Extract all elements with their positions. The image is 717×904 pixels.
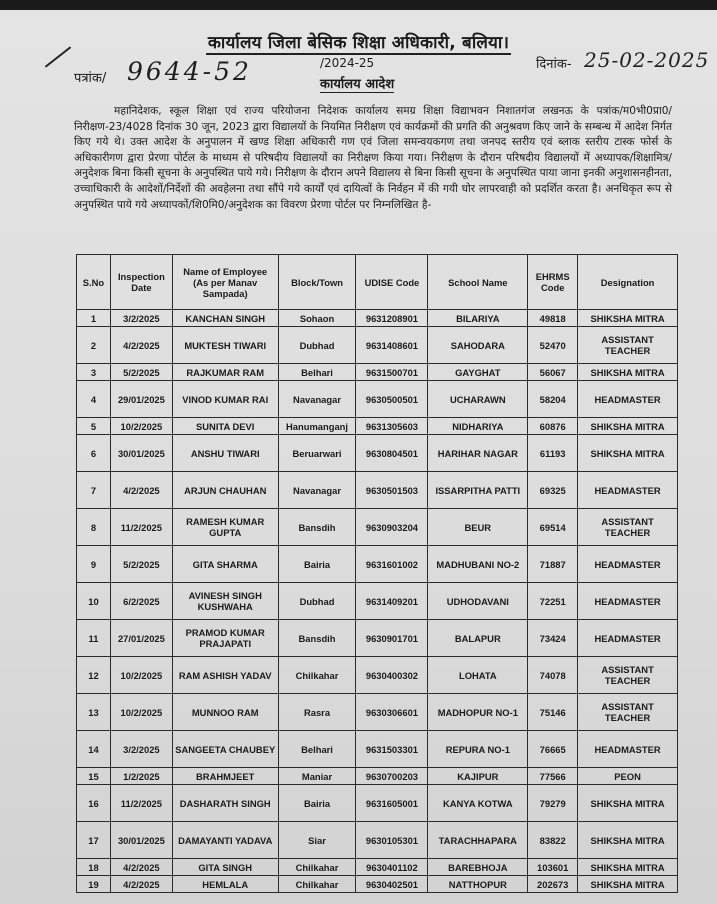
table-cell: 9631208901 (356, 310, 428, 327)
table-cell: 9630700203 (356, 768, 428, 785)
table-cell: 61193 (528, 435, 578, 472)
table-cell: MADHUBANI NO-2 (428, 546, 528, 583)
table-cell: ANSHU TIWARI (172, 435, 278, 472)
table-cell: 202673 (528, 876, 578, 893)
table-cell: 30/01/2025 (110, 435, 172, 472)
table-cell: 16 (77, 785, 111, 822)
table-cell: VINOD KUMAR RAI (172, 381, 278, 418)
table-cell: SHIKSHA MITRA (578, 859, 678, 876)
table-cell: DAMAYANTI YADAVA (172, 822, 278, 859)
table-cell: KANCHAN SINGH (172, 310, 278, 327)
table-cell: BILARIYA (428, 310, 528, 327)
table-cell: HEADMASTER (578, 583, 678, 620)
ref-number-handwritten: 9644-52 (127, 57, 252, 86)
table-row (77, 327, 678, 364)
table-cell: RAJKUMAR RAM (172, 364, 278, 381)
date-label: दिनांक- (536, 57, 572, 72)
table-cell: Chilkahar (278, 876, 356, 893)
table-cell: SHIKSHA MITRA (578, 418, 678, 435)
table-row (77, 381, 678, 418)
table-cell: Belhari (278, 731, 356, 768)
table-cell: ASSISTANT TEACHER (578, 509, 678, 546)
date-handwritten: 25-02-2025 (584, 48, 710, 72)
table-cell: GITA SHARMA (172, 546, 278, 583)
table-cell: RAMESH KUMAR GUPTA (172, 509, 278, 546)
table-cell: 10/2/2025 (110, 418, 172, 435)
table-cell: REPURA NO-1 (428, 731, 528, 768)
table-cell: Navanagar (278, 381, 356, 418)
table-cell: 9631605001 (356, 785, 428, 822)
table-cell: Siar (278, 822, 356, 859)
table-cell: MUNNOO RAM (172, 694, 278, 731)
document-page (0, 10, 717, 904)
table-cell: 14 (77, 731, 111, 768)
table-cell: 5 (77, 418, 111, 435)
table-row (77, 768, 678, 785)
table-cell: BAREBHOJA (428, 859, 528, 876)
table-cell: 3 (77, 364, 111, 381)
table-cell: UDHODAVANI (428, 583, 528, 620)
table-cell: 29/01/2025 (110, 381, 172, 418)
table-cell: UCHARAWN (428, 381, 528, 418)
table-cell: Belhari (278, 364, 356, 381)
table-cell: 10/2/2025 (110, 694, 172, 731)
table-cell: 9631601002 (356, 546, 428, 583)
table-cell: GAYGHAT (428, 364, 528, 381)
table-cell: Sohaon (278, 310, 356, 327)
table-cell: 12 (77, 657, 111, 694)
table-cell: Bansdih (278, 509, 356, 546)
table-cell: 9631503301 (356, 731, 428, 768)
table-cell: 74078 (528, 657, 578, 694)
table-row (77, 435, 678, 472)
table-cell: 5/2/2025 (110, 364, 172, 381)
table-cell: 11/2/2025 (110, 785, 172, 822)
table-cell: 17 (77, 822, 111, 859)
table-cell: 9630500501 (356, 381, 428, 418)
table-cell: Beruarwari (278, 435, 356, 472)
column-header: S.No (77, 255, 111, 310)
order-paragraph: महानिदेशक, स्कूल शिक्षा एवं राज्य परियोजना निदेशक कार्यालय समग्र शिक्षा विद्याभवन निशातगंज लखनऊ के पत्रांक/म0भी0प्रा0/निरीक्षण-23/4028 दिनांक 30 जून, 2023 द्वारा विद्यालयों के नियमित निरीक्षण एवं कार्यक्रमों की प्रगति की अनुश्रवण किए जाने के सम्बन्ध में आदेश निर्गत किए गये थे। उक्त आदेश के अनुपालन में खण्ड शिक्षा अधिकारी गण एवं जिला समन्वयकगण तथा जनपद स्तरीय एवं ब्लाक स्तरीय टास्क फोर्स के अधिकारीगण द्वारा प्रेरणा पोर्टल के माध्यम से परिषदीय विद्यालयों का निरीक्षण किया गया। निरीक्षण के दौरान परिषदीय विद्यालयों में अध्यापक/शिक्षामित्र/अनुदेशक बिना किसी सूचना के अनुपस्थित पाये गये। निरीक्षण के दौरान अपने विद्यालय से बिना किसी सूचना के अनुपस्थित पाया जाना इनकी अनुशासनहीनता, उच्चाधिकारी के आदेशों/निर्देशों की अवहेलना तथा सौंपे गये कार्यों एवं दायित्वों के निर्वहन में की गयी घोर लापरवाही को प्रदर्शित करता है। अनधिकृत रूप से अनुपस्थित पाये गये अध्यापकों/शि0मि0/अनुदेशक का विवरण प्रेरणा पोर्टल पर निम्नलिखित है- (74, 105, 672, 211)
column-header: Block/Town (278, 255, 356, 310)
table-row (77, 509, 678, 546)
table-cell: Chilkahar (278, 859, 356, 876)
table-cell: ASSISTANT TEACHER (578, 694, 678, 731)
table-cell: 75146 (528, 694, 578, 731)
table-cell: 56067 (528, 364, 578, 381)
table-cell: 1/2/2025 (110, 768, 172, 785)
table-cell: SHIKSHA MITRA (578, 785, 678, 822)
table-cell: 9630306601 (356, 694, 428, 731)
table-cell: KANYA KOTWA (428, 785, 528, 822)
table-cell: 9631409201 (356, 583, 428, 620)
table-cell: Maniar (278, 768, 356, 785)
table-cell: 27/01/2025 (110, 620, 172, 657)
table-row (77, 859, 678, 876)
table-cell: HEADMASTER (578, 620, 678, 657)
absent-employees-table (76, 254, 678, 893)
table-cell: NATTHOPUR (428, 876, 528, 893)
table-cell: HARIHAR NAGAR (428, 435, 528, 472)
table-cell: 9631500701 (356, 364, 428, 381)
table-row (77, 620, 678, 657)
table-cell: ASSISTANT TEACHER (578, 327, 678, 364)
table-row (77, 364, 678, 381)
order-title: कार्यालय आदेश (320, 74, 394, 93)
table-cell: 30/01/2025 (110, 822, 172, 859)
table-cell: 9630105301 (356, 822, 428, 859)
column-header: Name of Employee (As per Manav Sampada) (172, 255, 278, 310)
table-cell: 9630401102 (356, 859, 428, 876)
table-cell: 9630804501 (356, 435, 428, 472)
table-cell: ISSARPITHA PATTI (428, 472, 528, 509)
table-row (77, 472, 678, 509)
table-cell: ASSISTANT TEACHER (578, 657, 678, 694)
table-row (77, 310, 678, 327)
table-cell: Bansdih (278, 620, 356, 657)
table-cell: 8 (77, 509, 111, 546)
ref-label: पत्रांक/ (74, 71, 107, 86)
table-cell: MADHOPUR NO-1 (428, 694, 528, 731)
table-cell: HEMLALA (172, 876, 278, 893)
table-cell: 72251 (528, 583, 578, 620)
table-cell: Navanagar (278, 472, 356, 509)
table-cell: 10 (77, 583, 111, 620)
session-year: /2024-25 (320, 56, 375, 70)
table-cell: 4/2/2025 (110, 327, 172, 364)
table-cell: 49818 (528, 310, 578, 327)
table-cell: BEUR (428, 509, 528, 546)
table-cell: 9630402501 (356, 876, 428, 893)
table-row (77, 785, 678, 822)
table-cell: 73424 (528, 620, 578, 657)
table-cell: HEADMASTER (578, 546, 678, 583)
table-cell: BALAPUR (428, 620, 528, 657)
table-cell: 9630501503 (356, 472, 428, 509)
table-cell: 6 (77, 435, 111, 472)
table-row (77, 876, 678, 893)
table-cell: SHIKSHA MITRA (578, 435, 678, 472)
table-cell: 10/2/2025 (110, 657, 172, 694)
table-cell: Bairia (278, 785, 356, 822)
office-title: कार्यालय जिला बेसिक शिक्षा अधिकारी, बलिया। (207, 33, 510, 53)
table-row (77, 731, 678, 768)
column-header: Designation (578, 255, 678, 310)
table-cell: 15 (77, 768, 111, 785)
table-cell: SHIKSHA MITRA (578, 876, 678, 893)
table-cell: 9 (77, 546, 111, 583)
column-header: EHRMS Code (528, 255, 578, 310)
table-cell: 9630901701 (356, 620, 428, 657)
table-cell: Dubhad (278, 583, 356, 620)
table-cell: PRAMOD KUMAR PRAJAPATI (172, 620, 278, 657)
order-body (74, 104, 672, 213)
table-cell: HEADMASTER (578, 472, 678, 509)
table-cell: BRAHMJEET (172, 768, 278, 785)
table-cell: 69514 (528, 509, 578, 546)
table-row (77, 418, 678, 435)
table-cell: 103601 (528, 859, 578, 876)
table-cell: 79279 (528, 785, 578, 822)
table-cell: 83822 (528, 822, 578, 859)
table-cell: SAHODARA (428, 327, 528, 364)
table-cell: AVINESH SINGH KUSHWAHA (172, 583, 278, 620)
table-cell: 7 (77, 472, 111, 509)
table-cell: 3/2/2025 (110, 731, 172, 768)
table-cell: 60876 (528, 418, 578, 435)
table-cell: SHIKSHA MITRA (578, 310, 678, 327)
table-cell: 6/2/2025 (110, 583, 172, 620)
table-cell: Bairia (278, 546, 356, 583)
column-header: School Name (428, 255, 528, 310)
table-cell: 9631305603 (356, 418, 428, 435)
table-cell: RAM ASHISH YADAV (172, 657, 278, 694)
table-cell: 76665 (528, 731, 578, 768)
table-cell: 5/2/2025 (110, 546, 172, 583)
table-cell: MUKTESH TIWARI (172, 327, 278, 364)
table-cell: 2 (77, 327, 111, 364)
table-cell: 71887 (528, 546, 578, 583)
table-cell: HEADMASTER (578, 731, 678, 768)
table-cell: 11 (77, 620, 111, 657)
table-cell: 4/2/2025 (110, 859, 172, 876)
table-cell: 4/2/2025 (110, 876, 172, 893)
table-cell: 11/2/2025 (110, 509, 172, 546)
table-cell: 77566 (528, 768, 578, 785)
table-cell: 69325 (528, 472, 578, 509)
table-cell: SANGEETA CHAUBEY (172, 731, 278, 768)
table-cell: 3/2/2025 (110, 310, 172, 327)
table-cell: Dubhad (278, 327, 356, 364)
table-row (77, 657, 678, 694)
table-cell: NIDHARIYA (428, 418, 528, 435)
table-cell: 4/2/2025 (110, 472, 172, 509)
table-cell: TARACHHAPARA (428, 822, 528, 859)
table-cell: 52470 (528, 327, 578, 364)
table-cell: 19 (77, 876, 111, 893)
table-cell: DASHARATH SINGH (172, 785, 278, 822)
table-row (77, 546, 678, 583)
table-row (77, 822, 678, 859)
table-body (77, 310, 678, 893)
table-cell: SHIKSHA MITRA (578, 822, 678, 859)
table-cell: 1 (77, 310, 111, 327)
table-cell: 9631408601 (356, 327, 428, 364)
table-cell: 58204 (528, 381, 578, 418)
table-cell: HEADMASTER (578, 381, 678, 418)
table-row (77, 694, 678, 731)
table-cell: 4 (77, 381, 111, 418)
table-cell: 18 (77, 859, 111, 876)
table-cell: 13 (77, 694, 111, 731)
table-cell: 9630400302 (356, 657, 428, 694)
table-cell: PEON (578, 768, 678, 785)
table-cell: Hanumanganj (278, 418, 356, 435)
table-row (77, 583, 678, 620)
column-header: Inspection Date (110, 255, 172, 310)
table-header-row (77, 255, 678, 310)
table-cell: GITA SINGH (172, 859, 278, 876)
table-cell: LOHATA (428, 657, 528, 694)
table-cell: Chilkahar (278, 657, 356, 694)
table-cell: KAJIPUR (428, 768, 528, 785)
table-cell: SHIKSHA MITRA (578, 364, 678, 381)
table-cell: Rasra (278, 694, 356, 731)
column-header: UDISE Code (356, 255, 428, 310)
table-cell: ARJUN CHAUHAN (172, 472, 278, 509)
table-cell: 9630903204 (356, 509, 428, 546)
table-cell: SUNITA DEVI (172, 418, 278, 435)
